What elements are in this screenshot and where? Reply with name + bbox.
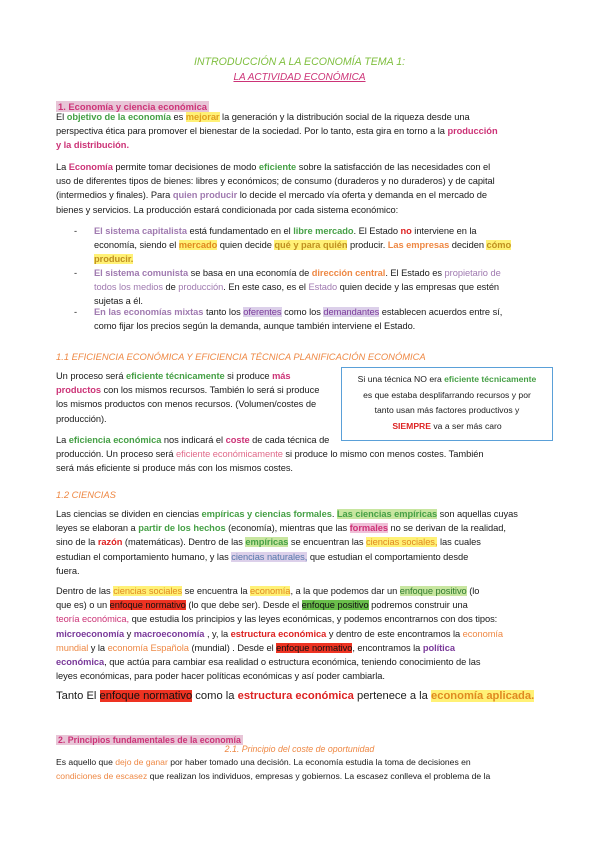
bullet-mixtas: En las economías mixtas tanto los oferentes como los demandantes establecen acuerdos entre sí, como fijar los precios según la demanda, aunque también interviene el Estado. — [94, 307, 503, 332]
bullet-dash: - — [74, 268, 78, 278]
document-subtitle: LA ACTIVIDAD ECONÓMICA — [233, 72, 366, 83]
paragraph-eficiencia-economica: La eficiencia económica nos indicará el coste de cada técnica de producción. Un proceso será eficiente económicamente si produce lo mismo con menos costes. También será más eficiente si produce más con los mismos costes. — [56, 435, 484, 474]
paragraph-objective: El objetivo de la economía es mejorar la generación y la distribución social de la riqueza desde una perspectiva ética para promover el bienestar de la sociedad. Por lo tanto, esta gira en torno a la producción y la distribución. — [56, 112, 498, 151]
bullet-comunista: El sistema comunista se basa en una economía de dirección central. El Estado es propietario de todos los medios de producción. En este caso, es el Estado quien decide y las empresas que estén sujetas a él. — [94, 268, 501, 307]
section-1-2-heading: 1.2 CIENCIAS — [56, 489, 116, 500]
bullet-dash: - — [74, 307, 78, 317]
bullet-capitalista: El sistema capitalista está fundamentado en el libre mercado. El Estado no interviene en la economía, siendo el mercado quien decide qué y para quién producir. Las empresas deciden cómo producir. — [94, 226, 512, 265]
paragraph-eficiencia-tecnica: Un proceso será eficiente técnicamente si produce más productos con los mismos recursos. También lo será si produce los mismos productos con menos recursos. (Volumen/costes de producción). — [56, 371, 320, 424]
section-2-1-heading: 2.1. Principio del coste de oportunidad — [224, 744, 375, 754]
document-title: INTRODUCCIÓN A LA ECONOMÍA TEMA 1: — [193, 56, 406, 68]
paragraph-economia-aplicada: Tanto El enfoque normativo como la estructura económica pertenece a la economía aplicada. — [56, 690, 535, 702]
note-box: Si una técnica NO era eficiente técnicamente es que estaba desplifarrando recursos y por tanto usan más factores productivos y SIEMPRE va a ser más caro — [341, 367, 553, 441]
section-2-heading: 2. Principios fundamentales de la economía — [58, 735, 241, 745]
paragraph-economia: La Economía permite tomar decisiones de modo eficiente sobre la satisfacción de las necesidades con el uso de diferentes tipos de bienes: libres y económicos; de consumo (duraderos y no duraderos) y de capital (intermedios y finales). Para quien producir lo decide el mercado vía oferta y demanda en el mercado de bienes y servicios. La producción estará condicionada por cada sistema económico: — [56, 162, 495, 215]
paragraph-coste-oportunidad: Es aquello que dejo de ganar por haber tomado una decisión. La economía estudia la toma de decisiones en condiciones de escasez que realizan los individuos, empresas y gobiernos. La escasez conlleva el problema de la — [56, 757, 491, 781]
bullet-dash: - — [74, 226, 78, 236]
section-1-heading: 1. Economía y ciencia económica — [58, 101, 208, 112]
paragraph-ciencias: Las ciencias se dividen en ciencias empíricas y ciencias formales. Las ciencias empíricas son aquellas cuyas leyes se elaboran a partir de los hechos (economía), mientras que las formales no se derivan de la realidad, sino de la razón (matemáticas). Dentro de las empíricas se encuentran las ciencias sociales, las cuales estudian el comportamiento humano, y las ciencias naturales, que estudian el comportamiento desde fuera. — [56, 509, 518, 576]
paragraph-enfoques: Dentro de las ciencias sociales se encuentra la economía, a la que podemos dar un enfoque positivo (lo que es) o un enfoque normativo (lo que debe ser). Desde el enfoque positivo podremos construir una teoría económica, que estudia los principios y las leyes económicas, y podemos encontrarnos con dos tipos: microeconomía y macroeconomía , y, la estructura económica y dentro de este encontramos la economía mundial y la economía Española (mundial) . Desde el enfoque normativo, encontramos la política económica, que actúa para cambiar esa realidad o estructura económica, teniendo conocimiento de las leyes económicas, para poder hacer políticas económicas y así poder cambiarla. — [56, 586, 504, 682]
section-1-1-heading: 1.1 EFICIENCIA ECONÓMICA Y EFICIENCIA TÉCNICA PLANIFICACIÓN ECONÓMICA — [56, 351, 426, 362]
